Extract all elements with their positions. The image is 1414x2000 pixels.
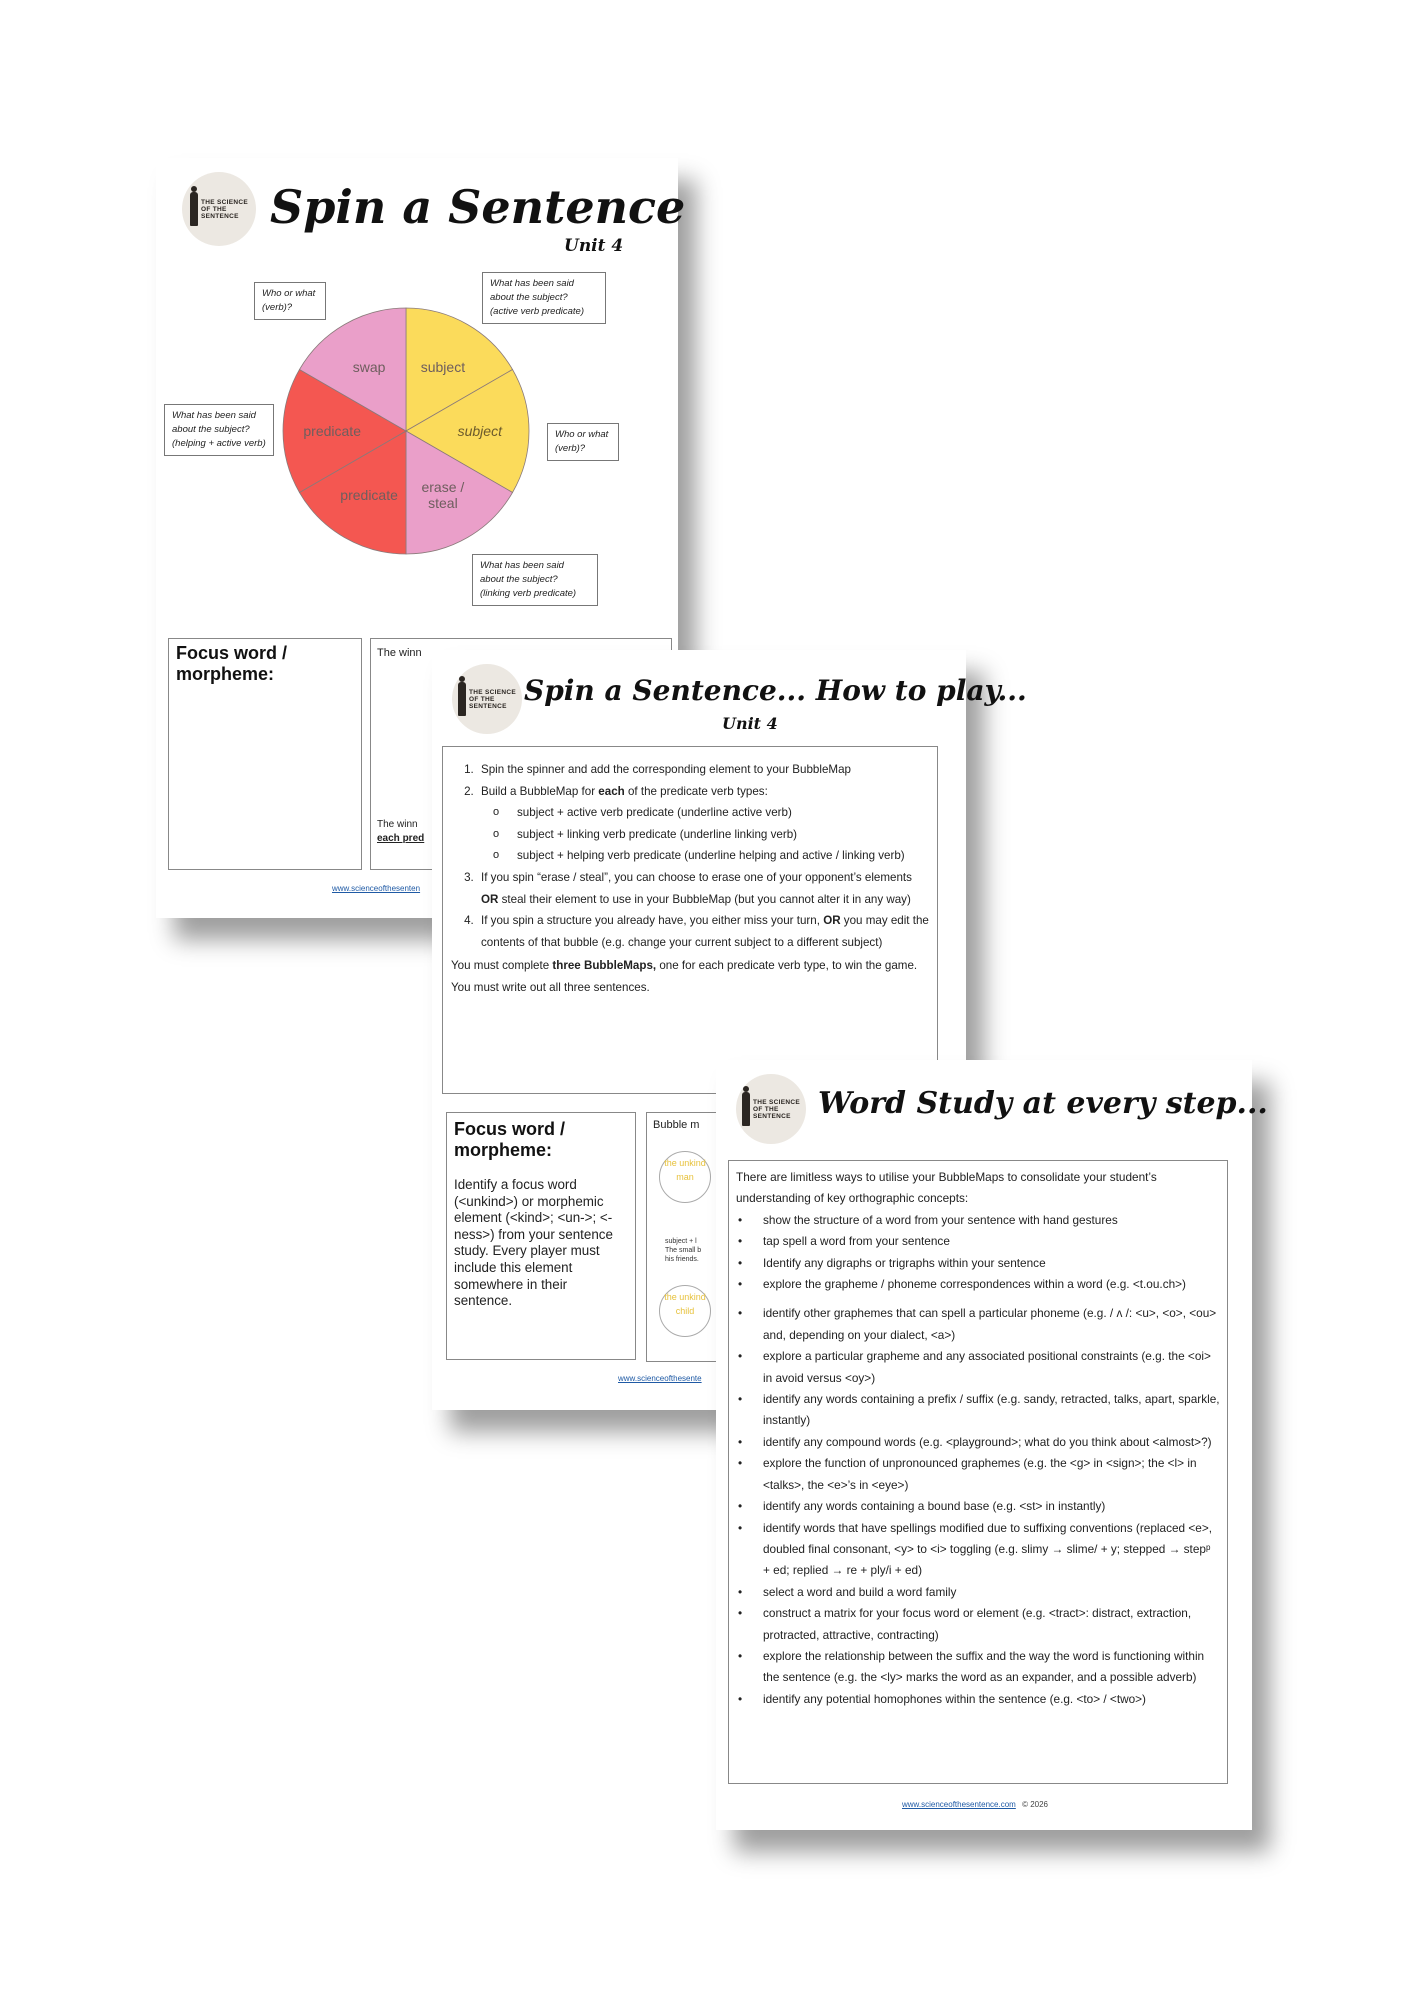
idea-item: • construct a matrix for your focus word or element (e.g. <tract>: distract, extraction, protracted, attractive, contracting) xyxy=(736,1603,1220,1646)
instructions-box xyxy=(442,746,938,1094)
bubble-map-label: Bubble m xyxy=(653,1119,700,1131)
idea-item: • Identify any digraphs or trigraphs within your sentence xyxy=(736,1253,1220,1274)
idea-item: • explore the relationship between the suffix and the way the word is functioning within the sentence (e.g. the <ly> marks the word as an expander, and a possible adverb) xyxy=(736,1646,1220,1689)
note-active-predicate: What has been said about the subject? (active verb predicate) xyxy=(482,272,606,324)
spinner-wheel[interactable] xyxy=(281,306,531,556)
intro-text: There are limitless ways to utilise your BubbleMaps to consolidate your student’s understanding of key orthographic concepts: xyxy=(736,1170,1157,1206)
sub-item: o subject + linking verb predicate (underline linking verb) xyxy=(489,824,929,846)
spinner-segment-label: swap xyxy=(352,359,386,376)
focus-word-instructions: Identify a focus word (<unkind>) or morphemic element (<kind>; <un->; <-ness>) from your sentence study. Every player must include this element somewhere in their sentence. xyxy=(454,1177,613,1309)
must-complete-text: You must complete three BubbleMaps, one for each predicate verb type, to win the game. xyxy=(451,959,918,973)
ideas-list xyxy=(736,1210,1220,1710)
spinner-segment-label: erase / steal xyxy=(421,478,465,511)
tower-icon xyxy=(742,1092,750,1126)
ideas-box xyxy=(728,1160,1228,1784)
page-title: Spin a Sentence xyxy=(270,180,686,234)
footer xyxy=(902,1800,1048,1809)
page-word-study xyxy=(716,1060,1268,1830)
unit-label: Unit 4 xyxy=(564,236,624,256)
sub-item: o subject + helping verb predicate (underline helping and active / linking verb) xyxy=(489,845,929,867)
focus-word-box xyxy=(446,1112,636,1360)
tower-icon xyxy=(190,192,198,226)
idea-item: • identify any words containing a prefix / suffix (e.g. sandy, retracted, talks, apart, sparkle, instantly) xyxy=(736,1389,1220,1432)
unit-label: Unit 4 xyxy=(722,714,778,733)
idea-item: • explore the grapheme / phoneme correspondences within a word (e.g. <t.ou.ch>) xyxy=(736,1274,1220,1295)
idea-item: • select a word and build a word family xyxy=(736,1582,1220,1603)
step-item: 2. Build a BubbleMap for each of the predicate verb types: o subject + active verb predicate (underline active verb) o subject + linking verb predicate (underline linking verb) o subject + helping verb predicate (underline helping and active / linking verb) xyxy=(477,781,929,867)
page-title: Spin a Sentence... How to play... xyxy=(524,674,1027,707)
step-item: 4. If you spin a structure you already have, you either miss your turn, OR you may edit the contents of that bubble (e.g. change your current subject to a different subject) xyxy=(477,910,929,953)
winner-text-bottom2: each pred xyxy=(377,833,425,844)
sub-item: o subject + active verb predicate (underline active verb) xyxy=(489,802,929,824)
idea-item: • explore a particular grapheme and any associated positional constraints (e.g. the <oi> in avoid versus <oy>) xyxy=(736,1346,1220,1389)
bubble-subject-2: the unkind child xyxy=(659,1285,711,1337)
spinner-segment-label: subject xyxy=(420,359,466,376)
idea-item: • show the structure of a word from your sentence with hand gestures xyxy=(736,1210,1220,1231)
brand-logo: THE SCIENCE OF THE SENTENCE xyxy=(452,664,522,734)
idea-item: • identify words that have spellings modified due to suffixing conventions (replaced <e>, doubled final consonant, <y> to <i> toggling (e.g. slimy → slime/ + y; stepped → stepᵖ + ed; replied → re + ply/i + ed) xyxy=(736,1518,1220,1582)
brand-logo: THE SCIENCE OF THE SENTENCE xyxy=(182,172,256,246)
steps-list xyxy=(451,759,929,953)
idea-item: • explore the function of unpronounced graphemes (e.g. the <g> in <sign>; the <l> in <talks>, the <e>’s in <eye>) xyxy=(736,1453,1220,1496)
idea-item: • identify any potential homophones within the sentence (e.g. <to> / <two>) xyxy=(736,1689,1220,1710)
idea-item: • identify any words containing a bound base (e.g. <st> in instantly) xyxy=(736,1496,1220,1517)
page-title: Word Study at every step... xyxy=(818,1086,1268,1121)
footer-link[interactable]: www.scienceofthesente xyxy=(618,1374,702,1383)
spinner-segment-label: subject xyxy=(457,423,502,439)
tower-icon xyxy=(458,682,466,716)
spinner-segment-label: predicate xyxy=(303,423,361,439)
step-item: 3. If you spin “erase / steal”, you can choose to erase one of your opponent’s elements OR steal their element to use in your BubbleMap (but you cannot alter it in any way) xyxy=(477,867,929,910)
note-helping-active: What has been said about the subject? (helping + active verb) xyxy=(164,404,274,456)
winner-text-bottom: The winn xyxy=(377,819,418,830)
copyright: © 2026 xyxy=(1022,1800,1048,1809)
note-who-verb-left: Who or what (verb)? xyxy=(254,282,326,320)
idea-item: • tap spell a word from your sentence xyxy=(736,1231,1220,1252)
idea-item: • identify other graphemes that can spell a particular phoneme (e.g. / ʌ /: <u>, <o>, <ou> and, depending on your dialect, <a>) xyxy=(736,1303,1220,1346)
brand-logo: THE SCIENCE OF THE SENTENCE xyxy=(736,1074,806,1144)
step-item: 1. Spin the spinner and add the corresponding element to your BubbleMap xyxy=(477,759,929,781)
winner-text: The winn xyxy=(377,647,422,659)
spinner-segment-label: predicate xyxy=(340,486,398,503)
footer-link[interactable]: www.scienceofthesentence.com xyxy=(902,1800,1016,1809)
bubble-note: subject + l The small b his friends. xyxy=(665,1238,702,1263)
note-who-verb-right: Who or what (verb)? xyxy=(547,423,619,461)
focus-word-title: Focus word / morpheme: xyxy=(454,1119,566,1160)
idea-item: • identify any compound words (e.g. <playground>; what do you think about <almost>?) xyxy=(736,1432,1220,1453)
footer-link[interactable]: www.scienceofthesenten xyxy=(332,884,421,893)
focus-word-box xyxy=(168,638,362,870)
write-out-text: You must write out all three sentences. xyxy=(451,981,650,995)
bubble-subject: the unkind man xyxy=(659,1151,711,1203)
note-linking-predicate: What has been said about the subject? (linking verb predicate) xyxy=(472,554,598,606)
focus-word-title: Focus word / morpheme: xyxy=(176,643,288,684)
predicate-types-list xyxy=(481,802,929,867)
